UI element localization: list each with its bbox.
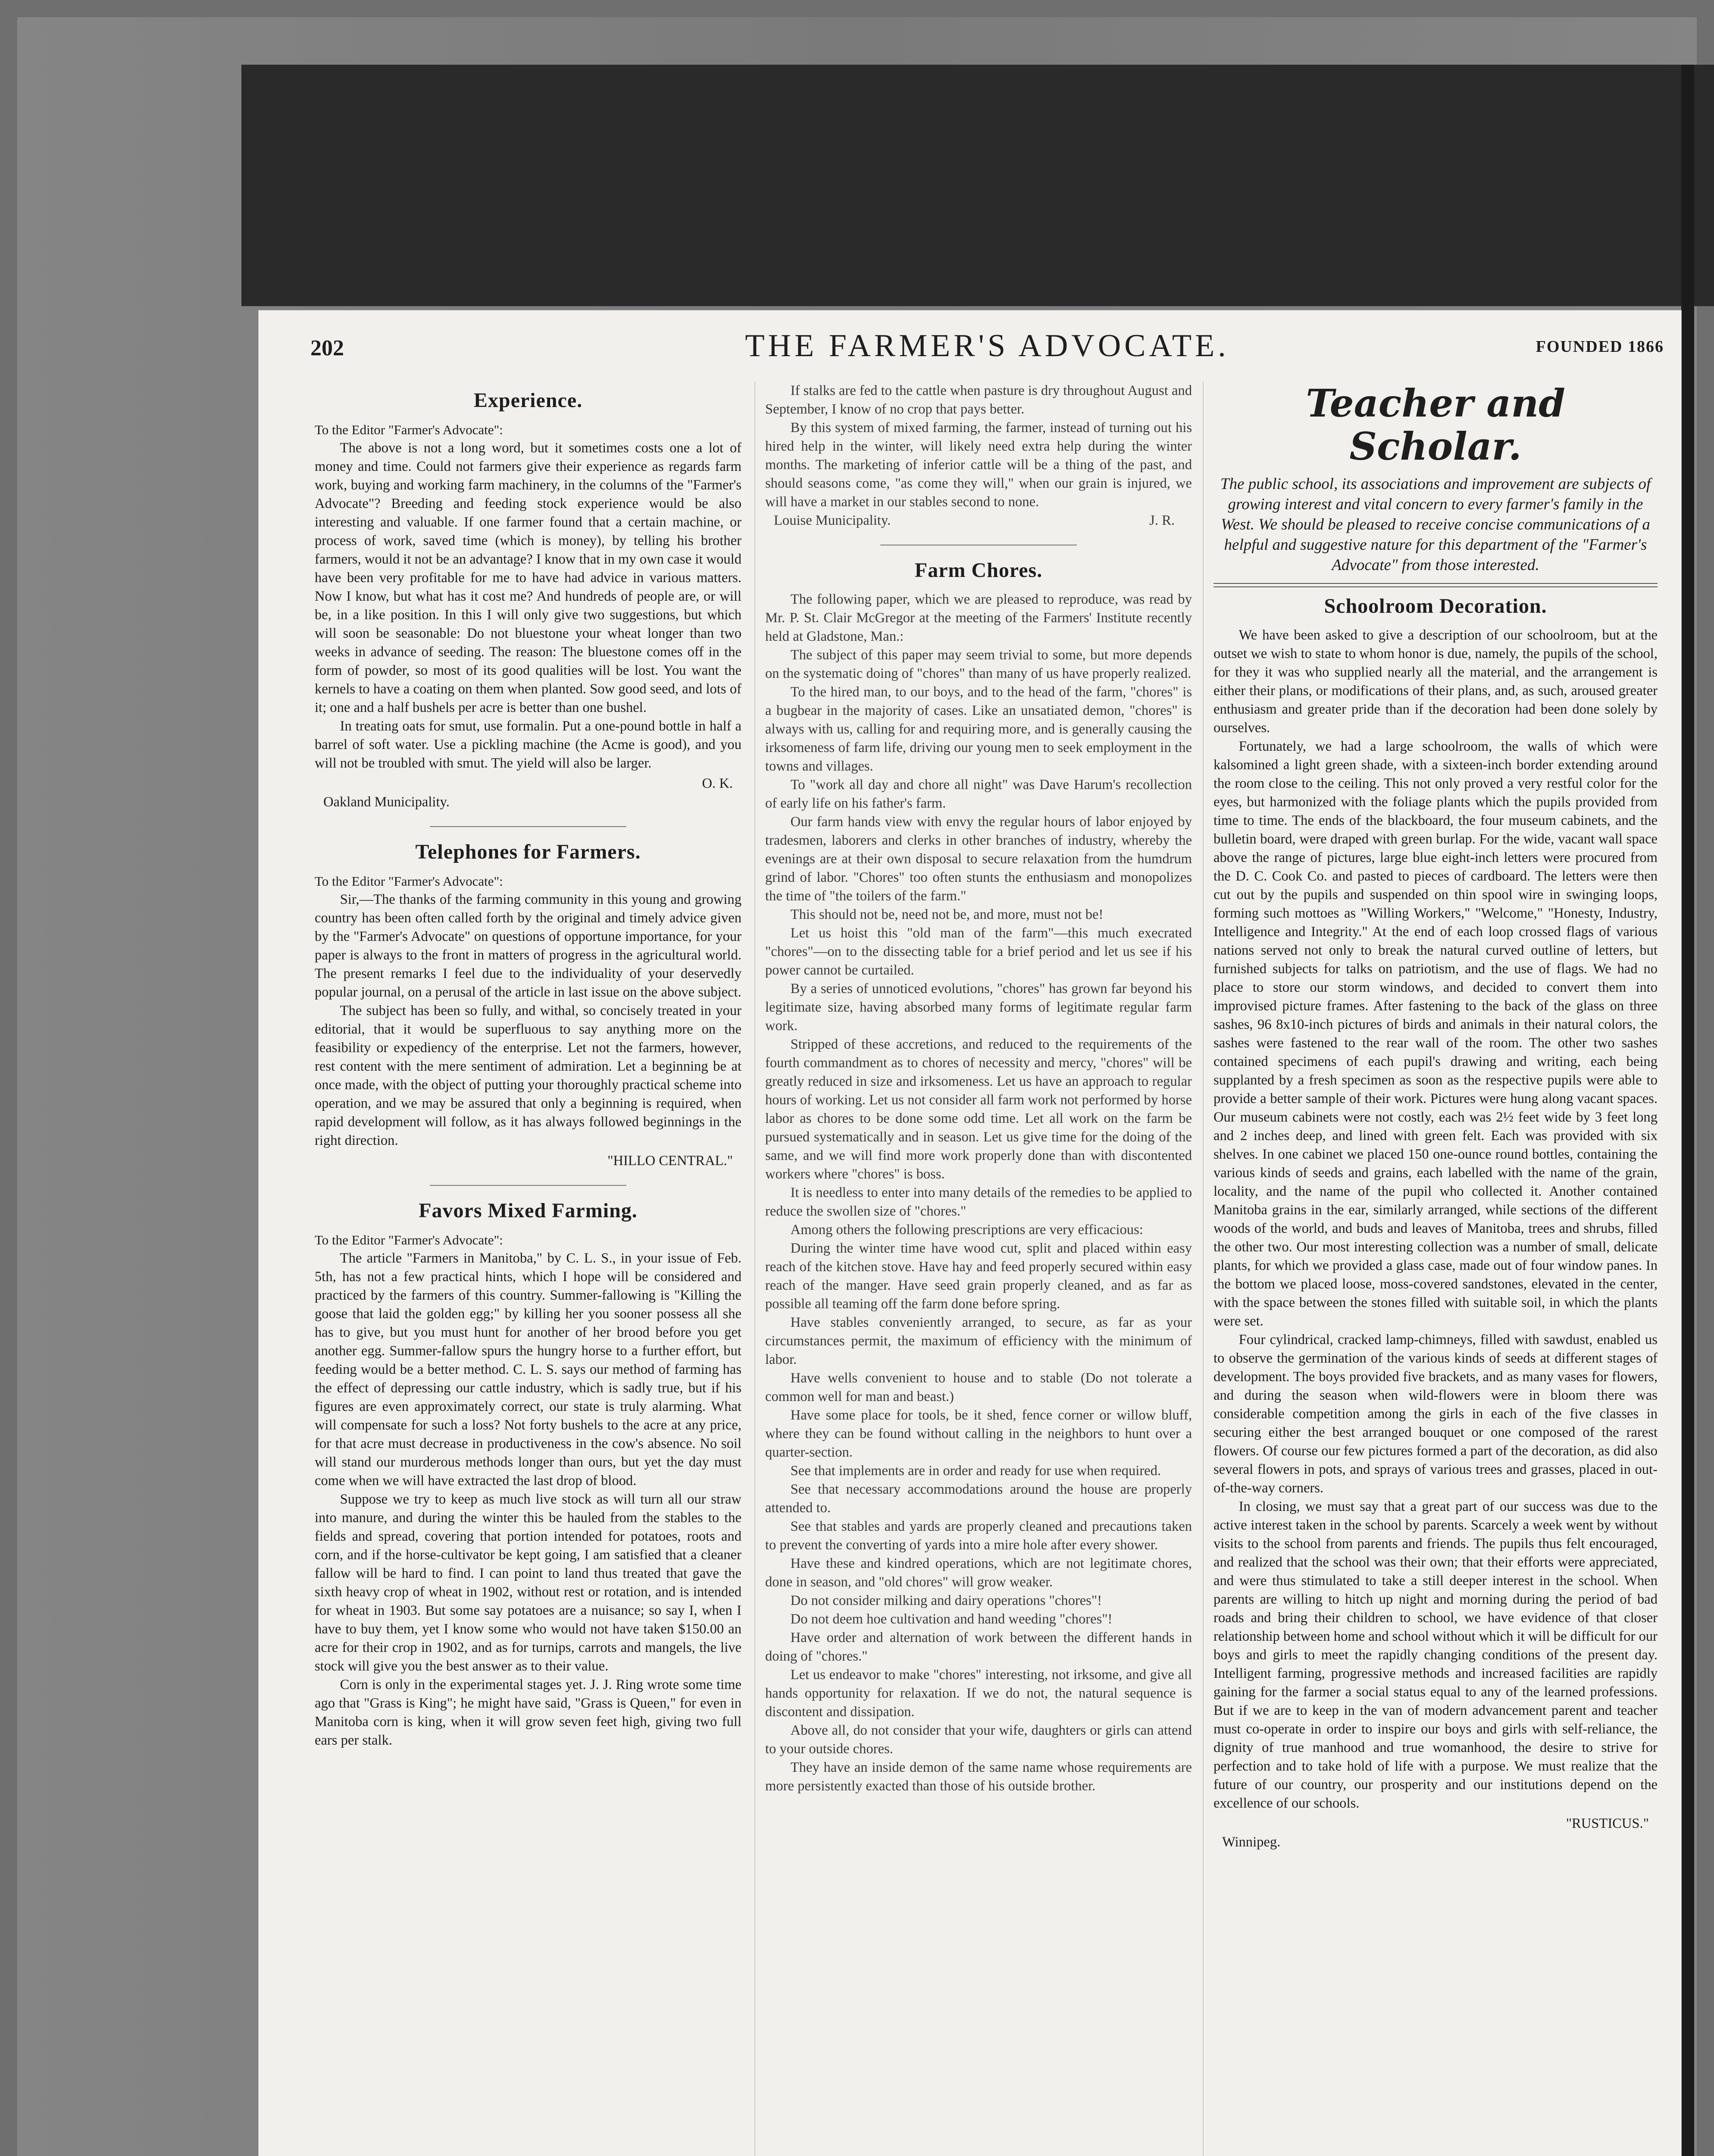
article-paragraph: We have been asked to give a description of our schoolroom, but at the outset we wish to state to whom honor is due, namely, the pupils of the school, for they it was who supplied nearly all the material, and the arrangement is either their plans, or modifications of their plans, and, as such, aroused greater enthusiasm and greater pride than if the decoration had been done solely by ourselves. — [1214, 627, 1658, 736]
article-paragraph: The subject of this paper may seem trivial to some, but more depends on the systematic doing of "chores" than many of us have properly realized. — [765, 647, 1192, 681]
column-1 — [315, 382, 741, 2156]
double-rule — [1214, 583, 1658, 587]
article-title: Farm Chores. — [914, 559, 1043, 582]
signature: O. K. — [702, 776, 733, 791]
column-3 — [1214, 382, 1658, 2156]
article-paragraph: Stripped of these accretions, and reduced to the requirements of the fourth commandment as to chores of necessity and mercy, "chores" will be greatly reduced in size and irksomeness. Let us have an approach to regular hours of working. Let us not consider all farm work not performed by horse labor as chores to be done some odd time. Let all work on the farm be pursued systematically and in season. Let us give time for the doing of the same, and we will find more work properly done than with discontented workers where "chores" is boss. — [765, 1037, 1192, 1182]
column-rule — [754, 382, 755, 2156]
scan-page-edge — [1681, 65, 1694, 2156]
scan-shadow-band — [241, 65, 1714, 306]
dateline-place — [765, 511, 1192, 530]
column-rule — [1203, 382, 1204, 2156]
article-paragraph: See that implements are in order and ready for use when required. — [790, 1463, 1161, 1479]
article-paragraph: Suppose we try to keep as much live stock as will turn all our straw into manure, and during the winter this be hauled from the stables to the fields and spread, covering that portion intended for potatoes, roots and corn, and if the horse-cultivator be kept going, I am satisfied that a cleaner fallow will be hard to find. I can point to land thus treated that gave the sixth heavy crop of wheat in 1902, without rest or rotation, and is intended for wheat in 1903. But some say potatoes are a nuisance; so say I, when I have to buy them, yet I know some who would not have taken $150.00 an acre for their crop in 1902, and as for turnips, carrots and mangels, the live stock will give you the best answer as to their value. — [315, 1492, 741, 1674]
article-title: Favors Mixed Farming. — [419, 1199, 638, 1222]
dateline-place: Winnipeg. — [1222, 1834, 1281, 1850]
article-title: Schoolroom Decoration. — [1324, 595, 1547, 617]
article-paragraph: By a series of unnoticed evolutions, "chores" has grown far beyond his legitimate size, having absorbed many forms of legitimate regular farm work. — [765, 981, 1192, 1034]
article-body — [1214, 626, 1658, 1813]
article-paragraph: Fortunately, we had a large schoolroom, the walls of which were kalsomined a light green shade, with a sixteen-inch border extending around the room close to the ceiling. This not only proved a very restful color for the eyes, but harmonized with the foliage plants which the pupils provided from time to time. The ends of the blackboard, the four museum cabinets, and the bulletin board, were draped with green burlap. For the wide, vacant wall space above the range of pictures, large blue eight-inch letters were procured from the D. C. Cook Co. and pasted to pieces of cardboard. The letters were then cut out by the pupils and suspended on thin spool wire in swinging loops, forming such mottoes as "Willing Workers," "Welcome," "Honesty, Industry, Intelligence and Integrity." At the end of each loop crossed flags of various nations served not only to break the natural curved outline of letters, but furnished subjects for talks on patriotism, and the use of flags. We had no place to store our storm windows, and decided to convert them into improvised picture frames. After fastening to the back of the glass on three sashes, 96 8x10-inch pictures of birds and animals in their natural colors, the sashes were fastened to the rear wall of the room. The other two sashes contained specimens of each pupil's drawing and writing, each being supplanted by a fresh specimen as soon as the respective pupils were able to provide a better sample of their work. Pictures were hung along vacant spaces. Our museum cabinets were not costly, each was 2½ feet wide by 3 feet long and 2 inches deep, and lined with green felt. Each was provided with six shelves. In one cabinet we placed 150 one-ounce round bottles, containing the various kinds of seeds and grains, each labelled with the name of the grain, locality, and the name of the pupil who collected it. Another contained Manitoba grains in the ear, similarly arranged, while sections of the different woods of the world, and buds and leaves of Manitoba, trees and shrubs, filled the other two. Our most interesting collection was a number of small, delicate plants, for which we provided a glass case, made out of four window panes. In the bottom we placed loose, moss-covered sandstones, elevated in the center, with the space between the stones filled with suitable soil, in which the plants were set. — [1214, 739, 1658, 1329]
article-paragraph: Let us endeavor to make "chores" interesting, not irksome, and give all hands opportunity for relaxation. If we do not, the natural sequence is discontent and dissipation. — [765, 1667, 1192, 1720]
department-heading: Teacher and Scholar. — [1306, 382, 1565, 469]
to-editor-line: To the Editor "Farmer's Advocate": — [315, 422, 503, 437]
article-paragraph: Corn is only in the experimental stages yet. J. J. Ring wrote some time ago that "Grass is King"; he might have said, "Grass is Queen," for even in Manitoba corn is king, when it will grow seven feet high, giving two full ears per stalk. — [315, 1677, 741, 1748]
article-title: Telephones for Farmers. — [415, 840, 641, 863]
article-paragraph: Let us hoist this "old man of the farm"—this much execrated "chores"—on to the dissecting table for a brief period and let us see if his power cannot be curtailed. — [765, 925, 1192, 978]
article-paragraph: In treating oats for smut, use formalin. Put a one-pound bottle in half a barrel of soft water. Use a pickling machine (the Acme is good), and you will not be troubled with smut. The yield will also be larger. — [315, 718, 741, 771]
department-blurb: The public school, its associations and improvement are subjects of growing interest and vital concern to every farmer's family in the West. We should be pleased to receive concise communications of a helpful and suggestive nature for this department of the "Farmer's Advocate" from those interested. — [1220, 475, 1651, 574]
article-paragraph: Have stables conveniently arranged, to secure, as far as your circumstances permit, the maximum of efficiency with the minimum of labor. — [765, 1315, 1192, 1367]
page-number: 202 — [310, 336, 344, 360]
article-paragraph: Have these and kindred operations, which are not legitimate chores, done in season, and "old chores" will grow weaker. — [765, 1556, 1192, 1590]
article-paragraph: Among others the following prescriptions are very efficacious: — [790, 1222, 1143, 1238]
article-paragraph: It is needless to enter into many details of the remedies to be applied to reduce the swollen size of "chores." — [765, 1185, 1192, 1219]
article-experience — [315, 389, 741, 812]
article-paragraph: Have wells convenient to house and to stable (Do not tolerate a common well for man and beast.) — [765, 1370, 1192, 1404]
article-body — [765, 590, 1192, 1796]
signature: J. R. — [1149, 513, 1175, 528]
article-paragraph: See that necessary accommodations around the house are properly attended to. — [765, 1482, 1192, 1516]
article-paragraph: See that stables and yards are properly cleaned and precautions taken to prevent the converting of yards into a mire hole after every shower. — [765, 1519, 1192, 1553]
article-schoolroom-decoration — [1214, 594, 1658, 1852]
section-divider — [430, 826, 626, 827]
article-paragraph: Have some place for tools, be it shed, fence corner or willow bluff, where they can be found without calling in the neighbors to hunt over a quarter-section. — [765, 1407, 1192, 1460]
article-paragraph: Our farm hands view with envy the regular hours of labor enjoyed by tradesmen, laborers and clerks in other branches of industry, whereby the evenings are at their own disposal to secure relaxation from the humdrum grind of labor. "Chores" too often stunts the enthusiasm and monopolizes the time of "the toilers of the farm." — [765, 814, 1192, 904]
to-editor-line: To the Editor "Farmer's Advocate": — [315, 1232, 503, 1247]
article-farm-chores — [765, 558, 1192, 1796]
running-head — [310, 328, 1664, 367]
article-paragraph: By this system of mixed farming, the farmer, instead of turning out his hired help in the winter, will likely need extra help during the winter months. The marketing of inferior cattle will be a thing of the past, and should seasons come, "as come they will," when our grain is injured, we will have a market in our stables second to none. — [765, 420, 1192, 510]
article-paragraph: Do not consider milking and dairy operations "chores"! — [790, 1593, 1102, 1608]
article-title: Experience. — [473, 389, 583, 412]
article-paragraph: Have order and alternation of work between the different hands in doing of "chores." — [765, 1630, 1192, 1664]
section-divider — [430, 1185, 626, 1186]
signature: "HILLO CENTRAL." — [607, 1153, 733, 1169]
article-paragraph: Do not deem hoe cultivation and hand weeding "chores"! — [790, 1611, 1113, 1627]
column-2 — [765, 382, 1192, 2156]
article-paragraph: To "work all day and chore all night" was Dave Harum's recollection of early life on his father's farm. — [765, 777, 1192, 811]
article-paragraph: If stalks are fed to the cattle when pasture is dry throughout August and September, I know of no crop that pays better. — [765, 383, 1192, 417]
dateline-place: Oakland Municipality. — [323, 794, 450, 810]
to-editor-line: To the Editor "Farmer's Advocate": — [315, 874, 503, 889]
article-telephones — [315, 840, 741, 1170]
article-paragraph: To the hired man, to our boys, and to the head of the farm, "chores" is a bugbear in the majority of cases. Like an unsatiated demon, "chores" is always with us, calling for and requiring more, and is generally causing the irksomeness of farm life, driving our young men to seek employment in the towns and villages. — [765, 684, 1192, 774]
article-paragraph: During the winter time have wood cut, split and placed within easy reach of the kitchen stove. Have hay and feed properly secured within easy reach of the manger. Have seed grain properly cleaned, and as far as possible all teaming off the farm done before spring. — [765, 1241, 1192, 1312]
article-paragraph: They have an inside demon of the same name whose requirements are more persistently exacted than those of his outside brother. — [765, 1760, 1192, 1794]
signature: "RUSTICUS." — [1566, 1816, 1649, 1831]
place-name: Louise Municipality. — [774, 513, 891, 528]
newspaper-page — [259, 310, 1681, 2156]
article-paragraph: Above all, do not consider that your wife, daughters or girls can attend to your outside chores. — [765, 1723, 1192, 1757]
article-mixed-farming — [315, 1199, 741, 1750]
article-paragraph: The subject has been so fully, and withal, so concisely treated in your editorial, that it would be superfluous to say anything more on the feasibility or expediency of the enterprise. Let not the farmers, however, rest content with the mere sentiment of admiration. Let a beginning be at once made, with the object of putting your thoroughly practical scheme into operation, and we may be assured that only a beginning is required, when rapid development will follow, as it has always followed beginnings in the right direction. — [315, 1003, 741, 1148]
founded-note: FOUNDED 1866 — [1536, 338, 1664, 356]
masthead: THE FARMER'S ADVOCATE. — [745, 328, 1229, 364]
article-paragraph: The article "Farmers in Manitoba," by C. L. S., in your issue of Feb. 5th, has not a few practical hints, which I hope will be considered and practiced by the farmers of this country. Summer-fallowing is "Killing the goose that laid the golden egg;" by killing her you sooner possess all she has to give, but you must hunt for another of her brood before you get another egg. Summer-fallow spurs the hungry horse to a further effort, but feeding would be a better method. C. L. S. says our method of farming has the effect of depressing our cattle industry, which is sadly true, but if his figures are even approximately correct, our state is truly alarming. What will compensate for such a loss? Not forty bushels to the acre at any price, for that acre must decrease in productiveness in the cow's absence. No soil will stand our murderous methods longer than ours, but yet the day must come when we will have extracted the last drop of blood. — [315, 1250, 741, 1489]
article-paragraph: Sir,—The thanks of the farming community in this young and growing country has been often called forth by the original and timely advice given by the "Farmer's Advocate" on questions of opportune importance, for your paper is always to the front in matters of progress in the agricultural world. The present remarks I feel due to the individuality of your deservedly popular journal, on a perusal of the article in last issue on the above subject. — [315, 892, 741, 1000]
article-paragraph: This should not be, need not be, and more, must not be! — [790, 907, 1104, 922]
article-paragraph: The above is not a long word, but it sometimes costs one a lot of money and time. Could not farmers give their experience as regards farm work, buying and working farm machinery, in the columns of the "Farmer's Advocate"? Breeding and feeding stock experience would be also interesting and valuable. If one farmer found that a certain machine, or process of work, saved time (which is money), by telling his brother farmers, would it not be an advantage? I know that in my own case it would have been very profitable for me to have had advice in various matters. Now I know, but what has it cost me? And hundreds of people are, or will be, in a like position. In this I will only give two suggestions, but which will soon be seasonable: Do not bluestone your wheat longer than two weeks in advance of seeding. The reason: The bluestone comes off in the form of powder, so most of its good qualities will be lost. You want the kernels to have a coating on them when planted. Sow good seed, and lots of it; one and a half bushels per acre is better than one bushel. — [315, 440, 741, 715]
article-paragraph: In closing, we must say that a great part of our success was due to the active interest taken in the school by parents. Scarcely a week went by without visits to the school from parents and friends. The pupils thus felt encouraged, and realized that the school was their own; that their efforts were appreciated, and were thus stimulated to take a still deeper interest in the school. When parents are willing to hitch up night and morning during the period of bad roads and bring their children to school, we have evidence of that closer relationship between home and school without which it will be difficult for our boys and girls to meet the rapidly changing conditions of the present day. Intelligent farming, progressive methods and increased facilities are rapidly gaining for the farmer a social status equal to any of the learned professions. But if we are to keep in the van of modern advancement parent and teacher must co-operate in order to inspire our boys and girls with self-reliance, the dignity of true manhood and true womanhood, the desire to strive for perfection and to take hold of life with a purpose. We must realize that the future of our country, our prosperity and our institutions depend on the excellence of our schools. — [1214, 1499, 1658, 1811]
article-paragraph: The following paper, which we are pleased to reproduce, was read by Mr. P. St. Clair McGregor at the meeting of the Farmers' Institute recently held at Gladstone, Man.: — [765, 592, 1192, 644]
article-paragraph: Four cylindrical, cracked lamp-chimneys, filled with sawdust, enabled us to observe the germination of the various kinds of seeds at different stages of development. The boys provided five brackets, and as many vases for flowers, and during the season when wild-flowers were in bloom there was considerable competition among the girls in each of the five classes in securing either the best arranged bouquet or one composed of the rarest flowers. Of course our few pictures formed a part of the decoration, as did also several flowers in pots, and sprays of various trees and grasses, placed in out-of-the-way corners. — [1214, 1332, 1658, 1496]
